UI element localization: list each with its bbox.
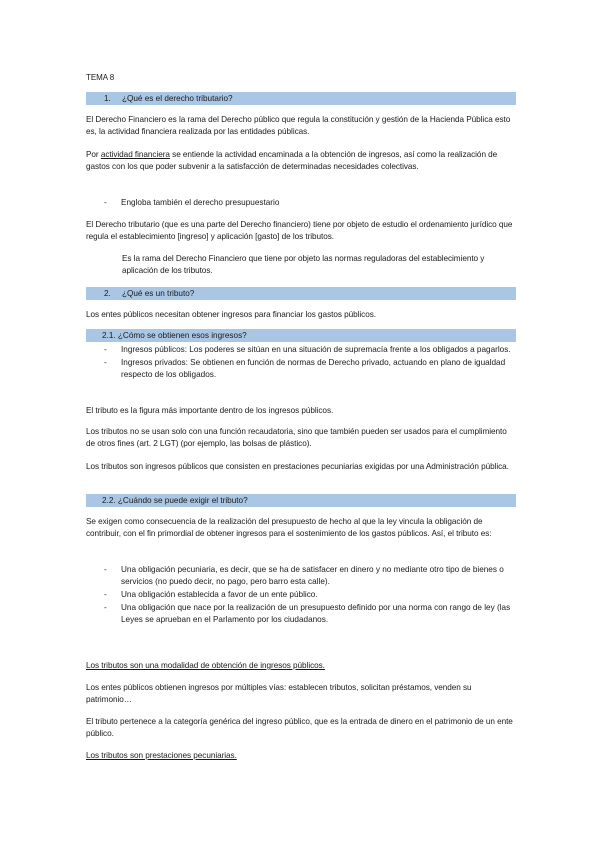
list-item xyxy=(86,197,516,209)
list-item xyxy=(86,344,516,356)
bullet-dash: - xyxy=(104,198,107,207)
section-number: 1. xyxy=(104,94,111,103)
list-item xyxy=(86,357,516,381)
paragraph: Se exigen como consecuencia de la realización del presupuesto de hecho al que la ley vincula la obligación de contribuir, con el fin primordial de obtener ingresos para el sostenimiento de los gastos públicos. Así, el tributo es: xyxy=(86,517,492,538)
paragraph: El tributo es la figura más importante dentro de los ingresos públicos. xyxy=(86,406,334,415)
bullet-dash: - xyxy=(104,345,107,354)
list-item xyxy=(86,564,516,588)
bullet-list xyxy=(86,344,516,382)
paragraph: Los entes públicos necesitan obtener ingresos para financiar los gastos públicos. xyxy=(86,310,376,319)
bullet-list xyxy=(86,564,516,627)
bullet-dash: - xyxy=(104,565,107,574)
topic-label: TEMA 8 xyxy=(86,73,115,82)
list-item-text: Una obligación pecuniaria, es decir, que se ha de satisfacer en dinero y no mediante otro tipo de bienes o servicios (no puedo decir, no pago, pero barro esta calle). xyxy=(121,565,504,586)
paragraph-text: Por xyxy=(86,150,101,159)
paragraph: Los tributos no se usan solo con una función recaudatoria, sino que también pueden ser usados para el cumplimiento de otros fines (art. 2 LGT) (por ejemplo, las bolsas de plástico). xyxy=(86,427,507,448)
list-item-text: Engloba también el derecho presupuestario xyxy=(121,198,280,207)
underlined-statement: Los tributos son prestaciones pecuniarias. xyxy=(86,751,237,760)
section-number: 2. xyxy=(104,289,111,298)
paragraph: El Derecho Financiero es la rama del Derecho público que regula la constitución y gestión de la Hacienda Pública esto es, la actividad financiera realizada por las entidades públicas. xyxy=(86,115,511,136)
list-item-text: Ingresos públicos: Los poderes se sitúan en una situación de supremacía frente a los obligados a pagarlos. xyxy=(121,345,511,354)
list-item-text: Una obligación establecida a favor de un ente público. xyxy=(121,590,318,599)
subsection-title: 2.2. ¿Cuándo se puede exigir el tributo? xyxy=(102,496,248,505)
subsection-heading-2-2 xyxy=(86,494,516,507)
section-heading-2 xyxy=(86,287,516,300)
bullet-dash: - xyxy=(104,358,107,367)
paragraph-text: se entiende la actividad encaminada a la obtención de ingresos, así como la realización de gastos con los que poder subvenir a la satisfacción de determinadas necesidades colectivas. xyxy=(86,150,498,171)
paragraph: El Derecho tributario (que es una parte del Derecho financiero) tiene por objeto de estudio el ordenamiento jurídico que regula el establecimiento [ingreso] y aplicación [gasto] de los tributos. xyxy=(86,220,513,241)
indented-paragraph: Es la rama del Derecho Financiero que tiene por objeto las normas reguladoras del establecimiento y aplicación de los tributos. xyxy=(122,254,485,275)
list-item-text: Una obligación que nace por la realización de un presupuesto definido por una norma con rango de ley (las Leyes se aprueban en el Parlamento por los ciudadanos. xyxy=(121,603,511,624)
section-heading-1 xyxy=(86,92,516,105)
paragraph: Los tributos son ingresos públicos que consisten en prestaciones pecuniarias exigidas por una Administración pública. xyxy=(86,462,509,471)
section-title: ¿Qué es un tributo? xyxy=(122,289,195,298)
list-item-text: Ingresos privados: Se obtienen en función de normas de Derecho privado, actuando en plano de igualdad respecto de los obligados. xyxy=(121,358,506,379)
bullet-dash: - xyxy=(104,590,107,599)
subsection-heading-2-1 xyxy=(86,329,516,342)
paragraph xyxy=(86,149,516,173)
paragraph: Los entes públicos obtienen ingresos por múltiples vías: establecen tributos, solicitan préstamos, venden su patrimonio… xyxy=(86,683,472,704)
list-item xyxy=(86,602,516,626)
underlined-term: actividad financiera xyxy=(100,150,170,159)
section-title: ¿Qué es el derecho tributario? xyxy=(122,94,233,103)
bullet-dash: - xyxy=(104,603,107,612)
list-item xyxy=(86,589,516,601)
underlined-statement: Los tributos son una modalidad de obtención de ingresos públicos. xyxy=(86,661,325,670)
bullet-list xyxy=(86,197,516,210)
subsection-title: 2.1. ¿Cómo se obtienen esos ingresos? xyxy=(102,331,247,340)
paragraph: El tributo pertenece a la categoría genérica del ingreso público, que es la entrada de dinero en el patrimonio de un ente público. xyxy=(86,717,513,738)
